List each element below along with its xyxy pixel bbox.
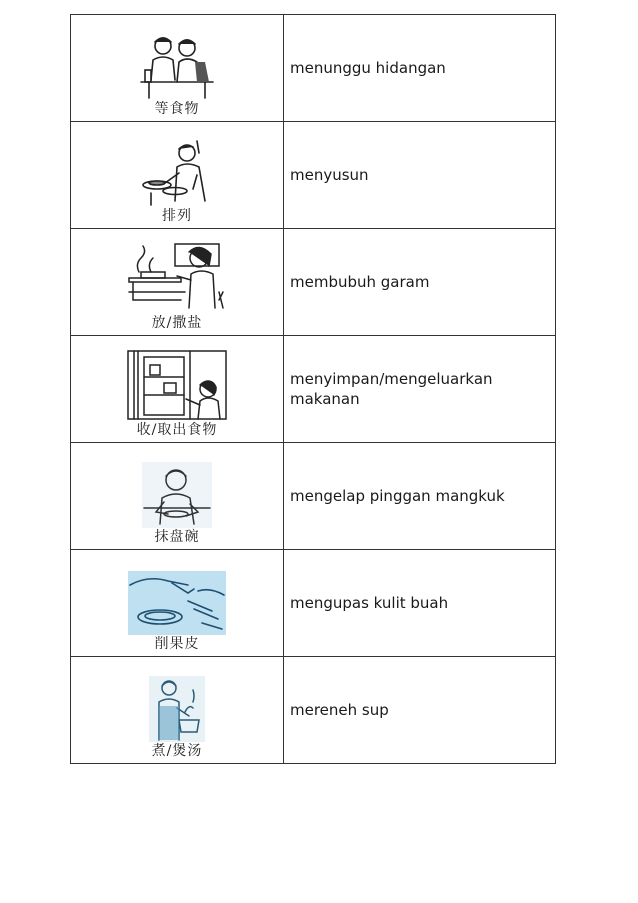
picture-cell — [71, 15, 284, 122]
picture-cell — [71, 657, 284, 764]
malay-phrase: membubuh garam — [290, 273, 430, 291]
man-arranging-plates-illustration — [135, 139, 219, 207]
malay-text-cell — [284, 657, 556, 764]
woman-cooking-soup-illustration — [149, 676, 205, 742]
chinese-caption: 削果皮 — [154, 636, 200, 652]
malay-phrase: menyimpan/mengeluarkan makanan — [290, 370, 493, 408]
malay-text-cell — [284, 122, 556, 229]
picture-cell — [71, 443, 284, 550]
chinese-caption: 收/取出食物 — [136, 422, 218, 438]
woman-cooking-at-stove-illustration — [125, 242, 229, 314]
malay-text-cell — [284, 229, 556, 336]
table-row — [71, 15, 556, 122]
chinese-caption: 等食物 — [154, 101, 200, 117]
malay-phrase: menunggu hidangan — [290, 59, 446, 77]
table-row — [71, 229, 556, 336]
malay-text-cell — [284, 15, 556, 122]
malay-text-cell — [284, 550, 556, 657]
chinese-caption: 煮/煲汤 — [151, 743, 203, 759]
table-row — [71, 657, 556, 764]
couple-waiting-at-table-illustration — [135, 32, 219, 100]
picture-cell — [71, 122, 284, 229]
hands-peeling-fruit-illustration — [128, 571, 226, 635]
malay-phrase: mengelap pinggan mangkuk — [290, 487, 505, 505]
malay-phrase: mereneh sup — [290, 701, 389, 719]
picture-cell — [71, 229, 284, 336]
chinese-caption: 排列 — [162, 208, 192, 224]
chinese-caption: 放/撒盐 — [151, 315, 203, 331]
picture-cell — [71, 550, 284, 657]
chinese-caption: 抹盘碗 — [154, 529, 200, 545]
child-wiping-dishes-illustration — [142, 462, 212, 528]
table-row — [71, 122, 556, 229]
vocabulary-table — [70, 14, 556, 764]
malay-text-cell — [284, 443, 556, 550]
girl-at-refrigerator-illustration — [124, 349, 230, 421]
table-row — [71, 550, 556, 657]
malay-text-cell — [284, 336, 556, 443]
malay-phrase: mengupas kulit buah — [290, 594, 449, 612]
picture-cell — [71, 336, 284, 443]
table-row — [71, 336, 556, 443]
table-row — [71, 443, 556, 550]
malay-phrase: menyusun — [290, 166, 369, 184]
